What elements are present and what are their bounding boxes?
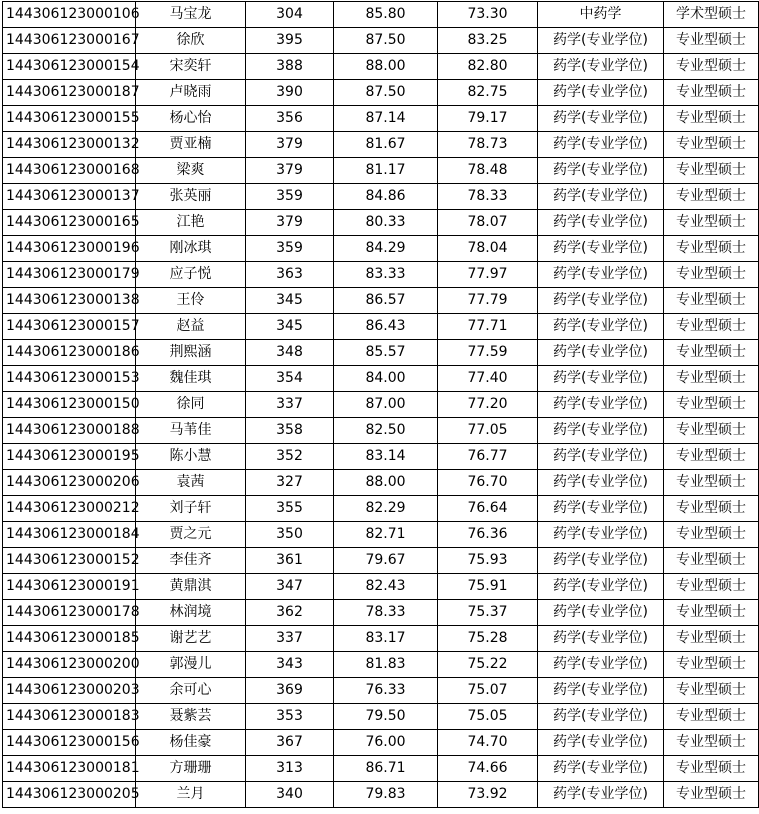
total-score-cell: 76.36 xyxy=(438,522,538,548)
degree-type-cell: 专业型硕士 xyxy=(664,652,759,678)
total-score-cell: 77.79 xyxy=(438,288,538,314)
total-score-cell: 73.92 xyxy=(438,782,538,808)
retest-score-cell: 85.57 xyxy=(334,340,438,366)
table-row xyxy=(3,132,759,158)
degree-type-cell: 专业型硕士 xyxy=(664,392,759,418)
total-score-cell: 78.04 xyxy=(438,236,538,262)
name-cell: 张英丽 xyxy=(136,184,246,210)
candidate-id-cell: 144306123000181 xyxy=(3,756,136,782)
total-score-cell: 78.73 xyxy=(438,132,538,158)
total-score-cell: 77.71 xyxy=(438,314,538,340)
candidate-id-cell: 144306123000203 xyxy=(3,678,136,704)
major-cell: 药学(专业学位) xyxy=(538,652,664,678)
table-row xyxy=(3,80,759,106)
major-cell: 药学(专业学位) xyxy=(538,522,664,548)
degree-type-cell: 专业型硕士 xyxy=(664,548,759,574)
initial-score-cell: 356 xyxy=(246,106,334,132)
initial-score-cell: 367 xyxy=(246,730,334,756)
name-cell: 杨心怡 xyxy=(136,106,246,132)
major-cell: 药学(专业学位) xyxy=(538,158,664,184)
retest-score-cell: 83.33 xyxy=(334,262,438,288)
retest-score-cell: 81.67 xyxy=(334,132,438,158)
candidate-id-cell: 144306123000200 xyxy=(3,652,136,678)
candidate-id-cell: 144306123000132 xyxy=(3,132,136,158)
major-cell: 药学(专业学位) xyxy=(538,106,664,132)
retest-score-cell: 76.00 xyxy=(334,730,438,756)
retest-score-cell: 86.57 xyxy=(334,288,438,314)
degree-type-cell: 专业型硕士 xyxy=(664,782,759,808)
candidate-id-cell: 144306123000212 xyxy=(3,496,136,522)
total-score-cell: 75.07 xyxy=(438,678,538,704)
retest-score-cell: 86.71 xyxy=(334,756,438,782)
name-cell: 袁茜 xyxy=(136,470,246,496)
retest-score-cell: 87.00 xyxy=(334,392,438,418)
major-cell: 药学(专业学位) xyxy=(538,756,664,782)
candidate-id-cell: 144306123000156 xyxy=(3,730,136,756)
major-cell: 药学(专业学位) xyxy=(538,548,664,574)
candidate-id-cell: 144306123000185 xyxy=(3,626,136,652)
candidate-id-cell: 144306123000157 xyxy=(3,314,136,340)
total-score-cell: 78.33 xyxy=(438,184,538,210)
retest-score-cell: 82.43 xyxy=(334,574,438,600)
retest-score-cell: 83.17 xyxy=(334,626,438,652)
name-cell: 赵益 xyxy=(136,314,246,340)
name-cell: 余可心 xyxy=(136,678,246,704)
retest-score-cell: 82.29 xyxy=(334,496,438,522)
name-cell: 刚冰琪 xyxy=(136,236,246,262)
candidate-id-cell: 144306123000167 xyxy=(3,28,136,54)
retest-score-cell: 84.00 xyxy=(334,366,438,392)
candidate-id-cell: 144306123000153 xyxy=(3,366,136,392)
candidate-id-cell: 144306123000168 xyxy=(3,158,136,184)
name-cell: 贾之元 xyxy=(136,522,246,548)
total-score-cell: 74.66 xyxy=(438,756,538,782)
table-row xyxy=(3,236,759,262)
candidate-id-cell: 144306123000196 xyxy=(3,236,136,262)
degree-type-cell: 专业型硕士 xyxy=(664,54,759,80)
initial-score-cell: 355 xyxy=(246,496,334,522)
degree-type-cell: 专业型硕士 xyxy=(664,106,759,132)
name-cell: 卢晓雨 xyxy=(136,80,246,106)
total-score-cell: 77.05 xyxy=(438,418,538,444)
retest-score-cell: 84.86 xyxy=(334,184,438,210)
degree-type-cell: 专业型硕士 xyxy=(664,262,759,288)
initial-score-cell: 359 xyxy=(246,184,334,210)
retest-score-cell: 81.83 xyxy=(334,652,438,678)
degree-type-cell: 学术型硕士 xyxy=(664,2,759,28)
table-row xyxy=(3,262,759,288)
initial-score-cell: 369 xyxy=(246,678,334,704)
name-cell: 荆熙涵 xyxy=(136,340,246,366)
degree-type-cell: 专业型硕士 xyxy=(664,132,759,158)
name-cell: 郭漫儿 xyxy=(136,652,246,678)
major-cell: 药学(专业学位) xyxy=(538,782,664,808)
degree-type-cell: 专业型硕士 xyxy=(664,522,759,548)
degree-type-cell: 专业型硕士 xyxy=(664,184,759,210)
table-row xyxy=(3,470,759,496)
total-score-cell: 79.17 xyxy=(438,106,538,132)
candidate-id-cell: 144306123000150 xyxy=(3,392,136,418)
name-cell: 魏佳琪 xyxy=(136,366,246,392)
candidate-id-cell: 144306123000155 xyxy=(3,106,136,132)
major-cell: 药学(专业学位) xyxy=(538,28,664,54)
total-score-cell: 75.28 xyxy=(438,626,538,652)
degree-type-cell: 专业型硕士 xyxy=(664,444,759,470)
retest-score-cell: 79.83 xyxy=(334,782,438,808)
table-row xyxy=(3,730,759,756)
degree-type-cell: 专业型硕士 xyxy=(664,236,759,262)
initial-score-cell: 337 xyxy=(246,392,334,418)
retest-score-cell: 78.33 xyxy=(334,600,438,626)
candidate-id-cell: 144306123000188 xyxy=(3,418,136,444)
name-cell: 聂紫芸 xyxy=(136,704,246,730)
table-row xyxy=(3,704,759,730)
table-row xyxy=(3,28,759,54)
table-row xyxy=(3,652,759,678)
degree-type-cell: 专业型硕士 xyxy=(664,366,759,392)
major-cell: 药学(专业学位) xyxy=(538,340,664,366)
major-cell: 药学(专业学位) xyxy=(538,392,664,418)
name-cell: 贾亚楠 xyxy=(136,132,246,158)
total-score-cell: 83.25 xyxy=(438,28,538,54)
initial-score-cell: 379 xyxy=(246,210,334,236)
degree-type-cell: 专业型硕士 xyxy=(664,600,759,626)
total-score-cell: 77.40 xyxy=(438,366,538,392)
initial-score-cell: 340 xyxy=(246,782,334,808)
name-cell: 林润境 xyxy=(136,600,246,626)
degree-type-cell: 专业型硕士 xyxy=(664,626,759,652)
table-row xyxy=(3,522,759,548)
retest-score-cell: 85.80 xyxy=(334,2,438,28)
table-row xyxy=(3,756,759,782)
table-row xyxy=(3,210,759,236)
major-cell: 药学(专业学位) xyxy=(538,210,664,236)
retest-score-cell: 82.50 xyxy=(334,418,438,444)
total-score-cell: 77.20 xyxy=(438,392,538,418)
total-score-cell: 73.30 xyxy=(438,2,538,28)
major-cell: 药学(专业学位) xyxy=(538,236,664,262)
initial-score-cell: 313 xyxy=(246,756,334,782)
candidate-id-cell: 144306123000191 xyxy=(3,574,136,600)
total-score-cell: 78.48 xyxy=(438,158,538,184)
name-cell: 兰月 xyxy=(136,782,246,808)
table-row xyxy=(3,782,759,808)
table-row xyxy=(3,366,759,392)
initial-score-cell: 348 xyxy=(246,340,334,366)
name-cell: 江艳 xyxy=(136,210,246,236)
initial-score-cell: 343 xyxy=(246,652,334,678)
name-cell: 刘子轩 xyxy=(136,496,246,522)
table-row xyxy=(3,340,759,366)
retest-score-cell: 88.00 xyxy=(334,470,438,496)
initial-score-cell: 337 xyxy=(246,626,334,652)
initial-score-cell: 379 xyxy=(246,132,334,158)
total-score-cell: 75.93 xyxy=(438,548,538,574)
name-cell: 方珊珊 xyxy=(136,756,246,782)
initial-score-cell: 363 xyxy=(246,262,334,288)
degree-type-cell: 专业型硕士 xyxy=(664,210,759,236)
initial-score-cell: 345 xyxy=(246,288,334,314)
total-score-cell: 82.80 xyxy=(438,54,538,80)
initial-score-cell: 361 xyxy=(246,548,334,574)
initial-score-cell: 304 xyxy=(246,2,334,28)
total-score-cell: 78.07 xyxy=(438,210,538,236)
total-score-cell: 82.75 xyxy=(438,80,538,106)
initial-score-cell: 350 xyxy=(246,522,334,548)
candidate-id-cell: 144306123000184 xyxy=(3,522,136,548)
table-row xyxy=(3,392,759,418)
table-row xyxy=(3,2,759,28)
major-cell: 药学(专业学位) xyxy=(538,314,664,340)
major-cell: 药学(专业学位) xyxy=(538,132,664,158)
major-cell: 药学(专业学位) xyxy=(538,730,664,756)
major-cell: 药学(专业学位) xyxy=(538,444,664,470)
retest-score-cell: 86.43 xyxy=(334,314,438,340)
name-cell: 徐欣 xyxy=(136,28,246,54)
major-cell: 药学(专业学位) xyxy=(538,80,664,106)
table-row xyxy=(3,418,759,444)
table-row xyxy=(3,314,759,340)
candidate-id-cell: 144306123000187 xyxy=(3,80,136,106)
total-score-cell: 75.05 xyxy=(438,704,538,730)
name-cell: 马宝龙 xyxy=(136,2,246,28)
degree-type-cell: 专业型硕士 xyxy=(664,496,759,522)
degree-type-cell: 专业型硕士 xyxy=(664,418,759,444)
major-cell: 药学(专业学位) xyxy=(538,366,664,392)
degree-type-cell: 专业型硕士 xyxy=(664,730,759,756)
initial-score-cell: 379 xyxy=(246,158,334,184)
major-cell: 药学(专业学位) xyxy=(538,262,664,288)
table-row xyxy=(3,288,759,314)
initial-score-cell: 352 xyxy=(246,444,334,470)
table-row xyxy=(3,54,759,80)
table-row xyxy=(3,574,759,600)
table-row xyxy=(3,548,759,574)
name-cell: 应子悦 xyxy=(136,262,246,288)
major-cell: 药学(专业学位) xyxy=(538,54,664,80)
candidate-id-cell: 144306123000165 xyxy=(3,210,136,236)
initial-score-cell: 390 xyxy=(246,80,334,106)
degree-type-cell: 专业型硕士 xyxy=(664,704,759,730)
candidate-id-cell: 144306123000178 xyxy=(3,600,136,626)
name-cell: 陈小慧 xyxy=(136,444,246,470)
retest-score-cell: 80.33 xyxy=(334,210,438,236)
candidate-id-cell: 144306123000186 xyxy=(3,340,136,366)
major-cell: 药学(专业学位) xyxy=(538,574,664,600)
total-score-cell: 76.64 xyxy=(438,496,538,522)
table-row xyxy=(3,158,759,184)
table-row xyxy=(3,106,759,132)
candidate-id-cell: 144306123000106 xyxy=(3,2,136,28)
candidate-id-cell: 144306123000205 xyxy=(3,782,136,808)
retest-score-cell: 87.14 xyxy=(334,106,438,132)
name-cell: 谢艺艺 xyxy=(136,626,246,652)
degree-type-cell: 专业型硕士 xyxy=(664,80,759,106)
retest-score-cell: 88.00 xyxy=(334,54,438,80)
initial-score-cell: 358 xyxy=(246,418,334,444)
degree-type-cell: 专业型硕士 xyxy=(664,756,759,782)
admission-score-table xyxy=(2,1,759,808)
degree-type-cell: 专业型硕士 xyxy=(664,288,759,314)
retest-score-cell: 84.29 xyxy=(334,236,438,262)
initial-score-cell: 347 xyxy=(246,574,334,600)
candidate-id-cell: 144306123000154 xyxy=(3,54,136,80)
candidate-id-cell: 144306123000152 xyxy=(3,548,136,574)
major-cell: 中药学 xyxy=(538,2,664,28)
name-cell: 徐同 xyxy=(136,392,246,418)
total-score-cell: 77.59 xyxy=(438,340,538,366)
degree-type-cell: 专业型硕士 xyxy=(664,340,759,366)
major-cell: 药学(专业学位) xyxy=(538,496,664,522)
table-row xyxy=(3,626,759,652)
table-row xyxy=(3,600,759,626)
degree-type-cell: 专业型硕士 xyxy=(664,158,759,184)
total-score-cell: 75.22 xyxy=(438,652,538,678)
initial-score-cell: 327 xyxy=(246,470,334,496)
total-score-cell: 75.91 xyxy=(438,574,538,600)
name-cell: 马苇佳 xyxy=(136,418,246,444)
name-cell: 梁爽 xyxy=(136,158,246,184)
retest-score-cell: 79.67 xyxy=(334,548,438,574)
total-score-cell: 74.70 xyxy=(438,730,538,756)
name-cell: 王伶 xyxy=(136,288,246,314)
initial-score-cell: 395 xyxy=(246,28,334,54)
major-cell: 药学(专业学位) xyxy=(538,626,664,652)
major-cell: 药学(专业学位) xyxy=(538,470,664,496)
candidate-id-cell: 144306123000206 xyxy=(3,470,136,496)
degree-type-cell: 专业型硕士 xyxy=(664,470,759,496)
retest-score-cell: 87.50 xyxy=(334,28,438,54)
major-cell: 药学(专业学位) xyxy=(538,418,664,444)
total-score-cell: 77.97 xyxy=(438,262,538,288)
candidate-id-cell: 144306123000195 xyxy=(3,444,136,470)
retest-score-cell: 83.14 xyxy=(334,444,438,470)
major-cell: 药学(专业学位) xyxy=(538,288,664,314)
candidate-id-cell: 144306123000138 xyxy=(3,288,136,314)
table-row xyxy=(3,496,759,522)
table-row xyxy=(3,184,759,210)
degree-type-cell: 专业型硕士 xyxy=(664,28,759,54)
initial-score-cell: 345 xyxy=(246,314,334,340)
major-cell: 药学(专业学位) xyxy=(538,704,664,730)
name-cell: 杨佳豪 xyxy=(136,730,246,756)
initial-score-cell: 359 xyxy=(246,236,334,262)
table-body xyxy=(3,2,759,808)
name-cell: 宋奕轩 xyxy=(136,54,246,80)
name-cell: 黄鼎淇 xyxy=(136,574,246,600)
degree-type-cell: 专业型硕士 xyxy=(664,574,759,600)
major-cell: 药学(专业学位) xyxy=(538,600,664,626)
candidate-id-cell: 144306123000179 xyxy=(3,262,136,288)
retest-score-cell: 79.50 xyxy=(334,704,438,730)
initial-score-cell: 362 xyxy=(246,600,334,626)
total-score-cell: 75.37 xyxy=(438,600,538,626)
table-row xyxy=(3,444,759,470)
initial-score-cell: 354 xyxy=(246,366,334,392)
table-row xyxy=(3,678,759,704)
total-score-cell: 76.77 xyxy=(438,444,538,470)
candidate-id-cell: 144306123000183 xyxy=(3,704,136,730)
degree-type-cell: 专业型硕士 xyxy=(664,678,759,704)
retest-score-cell: 81.17 xyxy=(334,158,438,184)
retest-score-cell: 82.71 xyxy=(334,522,438,548)
major-cell: 药学(专业学位) xyxy=(538,184,664,210)
name-cell: 李佳齐 xyxy=(136,548,246,574)
degree-type-cell: 专业型硕士 xyxy=(664,314,759,340)
initial-score-cell: 353 xyxy=(246,704,334,730)
candidate-id-cell: 144306123000137 xyxy=(3,184,136,210)
retest-score-cell: 87.50 xyxy=(334,80,438,106)
major-cell: 药学(专业学位) xyxy=(538,678,664,704)
total-score-cell: 76.70 xyxy=(438,470,538,496)
retest-score-cell: 76.33 xyxy=(334,678,438,704)
initial-score-cell: 388 xyxy=(246,54,334,80)
